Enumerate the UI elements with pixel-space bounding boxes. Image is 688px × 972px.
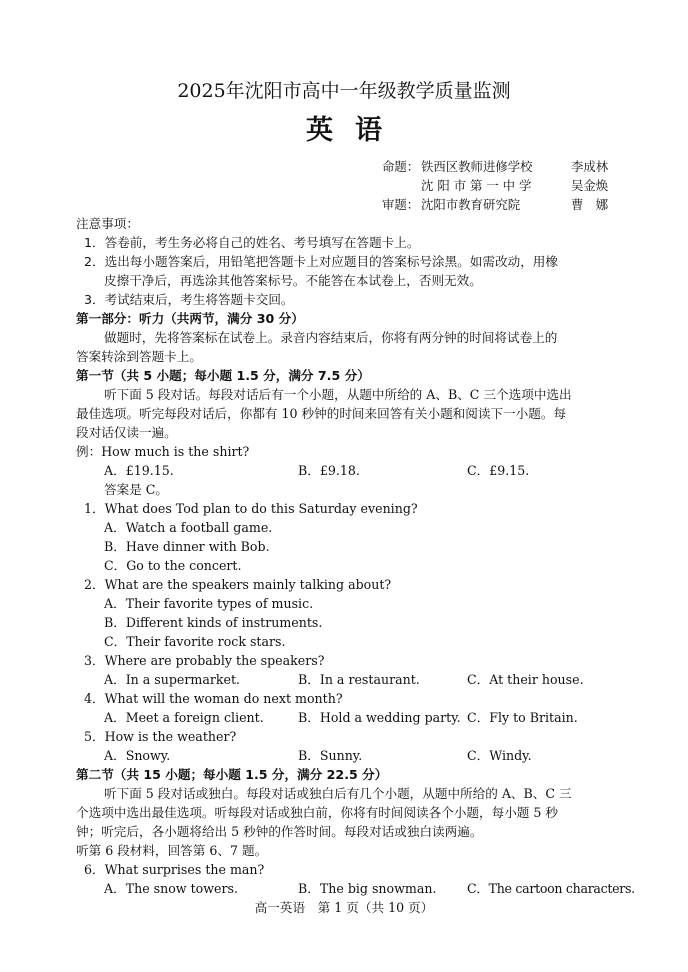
section1-heading: 第一节（共 5 小题；每小题 1.5 分，满分 7.5 分） (76, 368, 370, 383)
q1-option-b: B．Have dinner with Bob. (104, 539, 270, 554)
section1-intro-line: 听下面 5 段对话。每段对话后有一个小题，从题中所给的 A、B、C 三个选项中选出 (104, 387, 572, 402)
question-3: 3．Where are probably the speakers? (84, 653, 325, 668)
note-item: 3．考试结束后，考生将答题卡交回。 (84, 292, 294, 307)
credit-role-3: 审题： (382, 197, 420, 212)
example-option-b: B．£9.18. (298, 463, 360, 478)
example-option-a: A．£19.15. (104, 463, 174, 478)
q6-option-b: B．The big snowman. (298, 881, 437, 896)
exam-title: 2025年沈阳市高中一年级教学质量监测 (177, 80, 511, 102)
q2-option-b: B．Different kinds of instruments. (104, 615, 323, 630)
q4-option-a: A．Meet a foreign client. (104, 710, 264, 725)
credit-org-3: 沈阳市教育研究院 (421, 197, 521, 212)
credit-person-3: 曹 娜 (571, 197, 609, 212)
page-footer: 高一英语 第 1 页（共 10 页） (254, 900, 434, 915)
q6-option-c: C．The cartoon characters. (467, 881, 635, 896)
q3-option-a: A．In a supermarket. (104, 672, 241, 687)
section2-intro-line: 听下面 5 段对话或独白。每段对话或独白后有几个小题，从题中所给的 A、B、C 三 (104, 786, 572, 801)
section2-intro-line: 个选项中选出最佳选项。听每段对话或独白前，你将有时间阅读各个小题，每小题 5 秒 (76, 805, 558, 820)
example-option-c: C．£9.15. (467, 463, 530, 478)
q2-option-a: A．Their favorite types of music. (104, 596, 314, 611)
notes-heading: 注意事项： (76, 216, 139, 231)
q1-option-a: A．Watch a football game. (104, 520, 273, 535)
q6-option-a: A．The snow towers. (104, 881, 238, 896)
section2-heading: 第二节（共 15 小题；每小题 1.5 分，满分 22.5 分） (76, 767, 388, 782)
part1-intro-line: 答案转涂到答题卡上。 (76, 349, 202, 364)
q4-option-b: B．Hold a wedding party. (298, 710, 461, 725)
material-instruction: 听第 6 段材料，回答第 6、7 题。 (76, 843, 268, 858)
q1-option-c: C．Go to the concert. (104, 558, 242, 573)
section2-intro-line: 钟；听完后，各小题将给出 5 秒钟的作答时间。每段对话或独白读两遍。 (76, 824, 483, 839)
credit-person-1: 李成林 (571, 159, 609, 174)
note-item: 2．选出每小题答案后，用铅笔把答题卡上对应题目的答案标号涂黑。如需改动，用橡 (84, 254, 558, 269)
part1-intro-line: 做题时，先将答案标在试卷上。录音内容结束后，你将有两分钟的时间将试卷上的 (104, 330, 558, 345)
credit-org-2: 沈 阳 市 第 一 中 学 (421, 178, 532, 193)
q5-option-b: B．Sunny. (298, 748, 363, 763)
credit-role-1: 命题： (382, 159, 420, 174)
note-item: 1．答卷前，考生务必将自己的姓名、考号填写在答题卡上。 (84, 235, 420, 250)
q4-option-c: C．Fly to Britain. (467, 710, 578, 725)
question-5: 5．How is the weather? (84, 729, 237, 744)
q5-option-c: C．Windy. (467, 748, 532, 763)
credit-person-2: 吴金焕 (571, 178, 609, 193)
credit-org-1: 铁西区教师进修学校 (421, 159, 533, 174)
question-2: 2．What are the speakers mainly talking about? (84, 577, 392, 592)
subject-title: 英语 (306, 115, 404, 146)
part1-heading: 第一部分：听力（共两节，满分 30 分） (76, 311, 304, 326)
example-question: 例：How much is the shirt? (76, 444, 250, 459)
question-4: 4．What will the woman do next month? (84, 691, 343, 706)
q5-option-a: A．Snowy. (104, 748, 171, 763)
section1-intro-line: 最佳选项。听完每段对话后，你都有 10 秒钟的时间来回答有关小题和阅读下一小题。每 (76, 406, 567, 421)
example-answer: 答案是 C。 (104, 482, 169, 497)
section1-intro-line: 段对话仅读一遍。 (76, 425, 177, 440)
question-1: 1．What does Tod plan to do this Saturday evening? (84, 501, 418, 516)
q3-option-b: B．In a restaurant. (298, 672, 420, 687)
q3-option-c: C．At their house. (467, 672, 584, 687)
note-item: 皮擦干净后，再选涂其他答案标号。不能答在本试卷上，否则无效。 (104, 273, 482, 288)
q2-option-c: C．Their favorite rock stars. (104, 634, 286, 649)
question-6: 6．What surprises the man? (84, 862, 265, 877)
